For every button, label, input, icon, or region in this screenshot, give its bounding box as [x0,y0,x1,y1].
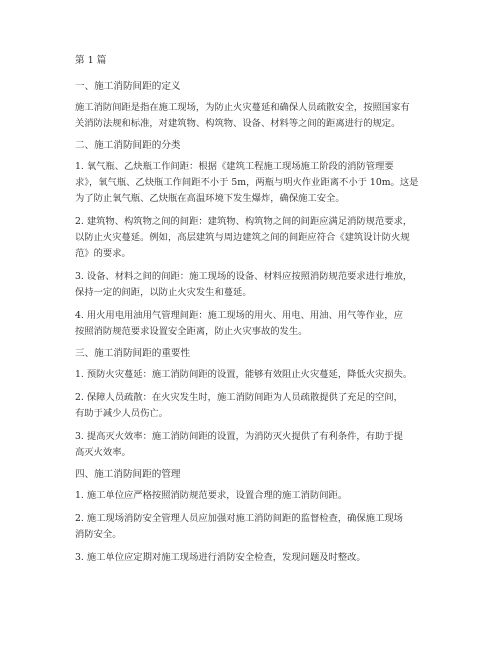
paragraph: 1. 施工单位应严格按照消防规范要求，设置合理的施工消防间距。 [75,490,348,501]
paragraph: 4. 用火用电用油用气管理间距：施工现场的用火、用电、用油、用气等作业，应 按照消防规范要求设置安全距离，防止火灾事故的发生。 [75,310,403,337]
section-management [75,468,445,566]
paragraph: 施工消防间距是指在施工现场，为防止火灾蔓延和确保人员疏散安全，按照国家有 关消防法规和标准，对建筑物、构筑物、设备、材料等之间的距离进行的规定。 [75,102,410,129]
section-classification [75,139,445,340]
section-importance [75,347,445,461]
section-heading: 一、施工消防间距的定义 [75,81,181,92]
paragraph: 2. 施工现场消防安全管理人员应加强对施工消防间距的监督检查，确保施工现场 消防安全。 [75,513,403,540]
paragraph: 3. 设备、材料之间的间距：施工现场的设备、材料应按照消防规范要求进行堆放， 保持一定的间距，以防止火灾发生和蔓延。 [75,271,413,298]
section-definition [75,80,445,132]
document-body [75,54,445,573]
paragraph: 2. 保障人员疏散：在火灾发生时，施工消防间距为人员疏散提供了充足的空间， 有助于减少人员伤亡。 [75,392,403,419]
section-heading: 二、施工消防间距的分类 [75,140,181,151]
paragraph: 1. 氧气瓶、乙炔瓶工作间距：根据《建筑工程施工现场施工阶段的消防管理要 求》，氧气瓶、乙炔瓶工作间距不小于 5m，两瓶与明火作业距离不小于 10m。这是 为了防止氧气瓶、乙炔瓶在高温环境下发生爆炸，确保施工安全。 [75,161,419,204]
paragraph: 3. 施工单位应定期对施工现场进行消防安全检查，发现问题及时整改。 [75,552,366,563]
part-label: 第 1 篇 [75,55,107,66]
section-heading: 四、施工消防间距的管理 [75,469,181,480]
paragraph: 1. 预防火灾蔓延：施工消防间距的设置，能够有效阻止火灾蔓延，降低火灾损失。 [75,369,413,380]
paragraph: 2. 建筑物、构筑物之间的间距：建筑物、构筑物之间的间距应满足消防规范要求， 以防止火灾蔓延。例如，高层建筑与周边建筑之间的间距应符合《建筑设计防火规 范》的要求。 [75,216,413,259]
section-heading: 三、施工消防间距的重要性 [75,348,191,359]
paragraph: 3. 提高灭火效率：施工消防间距的设置，为消防灭火提供了有利条件，有助于提 高灭火效率。 [75,431,403,458]
